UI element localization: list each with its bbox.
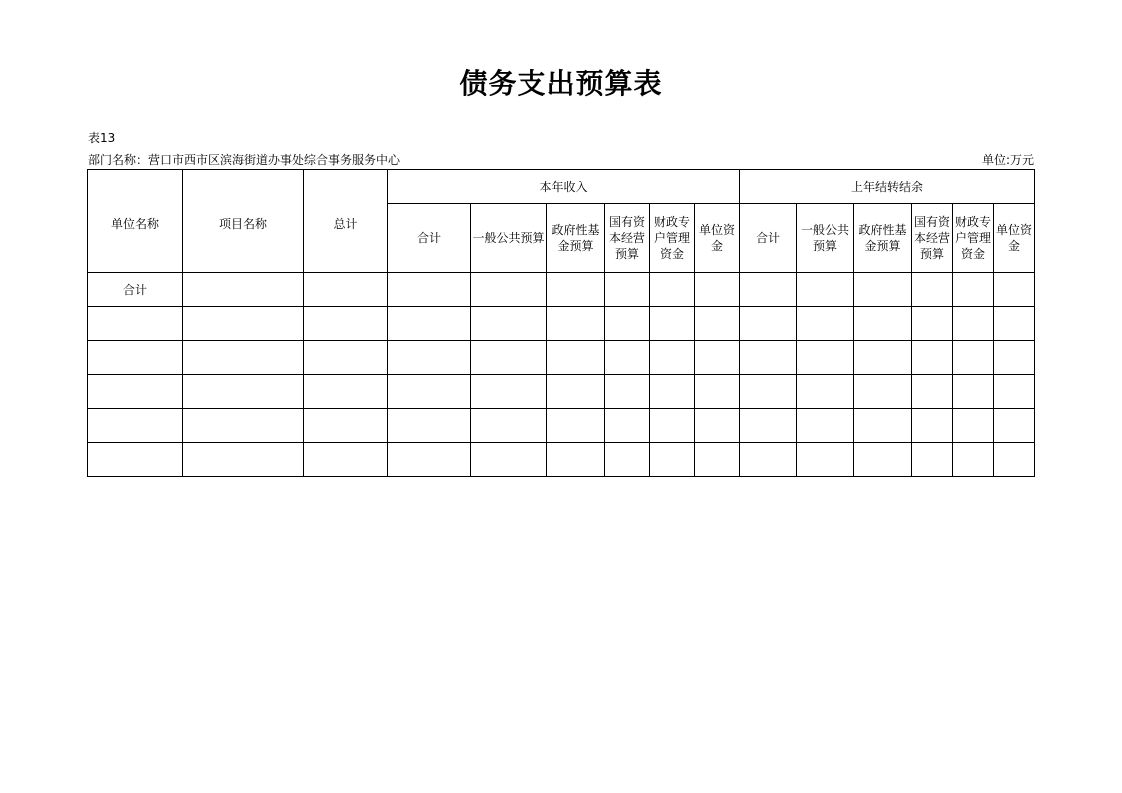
- table-cell: [994, 443, 1035, 477]
- table-cell: [650, 273, 695, 307]
- table-cell: [695, 307, 740, 341]
- table-cell: [183, 409, 304, 443]
- table-cell: [605, 375, 650, 409]
- row-unit-name: [88, 341, 183, 375]
- table-cell: [854, 273, 912, 307]
- header-py-unit-fund: 单位资金: [994, 204, 1035, 273]
- table-cell: [605, 409, 650, 443]
- table-cell: [304, 375, 388, 409]
- table-cell: [912, 409, 953, 443]
- header-py-fiscal-special: 财政专户管理资金: [953, 204, 994, 273]
- table-row: [88, 307, 1035, 341]
- table-cell: [854, 307, 912, 341]
- table-cell: [695, 375, 740, 409]
- row-unit-name: 合计: [88, 273, 183, 307]
- table-cell: [797, 273, 854, 307]
- table-cell: [912, 273, 953, 307]
- page-title: 债务支出预算表: [459, 67, 663, 100]
- table-cell: [388, 409, 471, 443]
- header-cy-gov-fund-budget: 政府性基金预算: [547, 204, 605, 273]
- header-row-1: [88, 170, 1035, 204]
- table-cell: [605, 341, 650, 375]
- header-py-subtotal: 合计: [740, 204, 797, 273]
- table-cell: [994, 375, 1035, 409]
- header-current-year-income: 本年收入: [388, 170, 740, 204]
- table-cell: [388, 273, 471, 307]
- table-cell: [605, 307, 650, 341]
- table-cell: [740, 409, 797, 443]
- table-cell: [994, 409, 1035, 443]
- table-cell: [695, 273, 740, 307]
- table-cell: [547, 375, 605, 409]
- table-cell: [183, 375, 304, 409]
- header-cy-subtotal: 合计: [388, 204, 471, 273]
- table-cell: [547, 443, 605, 477]
- table-cell: [183, 443, 304, 477]
- table-cell: [797, 307, 854, 341]
- header-py-gov-fund-budget: 政府性基金预算: [854, 204, 912, 273]
- header-total: 总计: [304, 170, 388, 273]
- header-unit-name: 单位名称: [88, 170, 183, 273]
- table-cell: [547, 273, 605, 307]
- table-cell: [304, 443, 388, 477]
- table-cell: [994, 341, 1035, 375]
- table-cell: [183, 273, 304, 307]
- table-cell: [471, 409, 547, 443]
- department-name: 部门名称：营口市西市区滨海街道办事处综合事务服务中心: [88, 153, 401, 167]
- header-py-state-capital-budget: 国有资本经营预算: [912, 204, 953, 273]
- table-cell: [797, 375, 854, 409]
- table-cell: [304, 273, 388, 307]
- table-cell: [740, 375, 797, 409]
- table-cell: [740, 341, 797, 375]
- table-cell: [388, 443, 471, 477]
- table-cell: [183, 307, 304, 341]
- table-row: [88, 273, 1035, 307]
- header-project-name: 项目名称: [183, 170, 304, 273]
- table-cell: [797, 409, 854, 443]
- table-cell: [304, 409, 388, 443]
- table-cell: [953, 273, 994, 307]
- table-cell: [547, 341, 605, 375]
- table-cell: [854, 375, 912, 409]
- header-cy-fiscal-special: 财政专户管理资金: [650, 204, 695, 273]
- table-cell: [912, 375, 953, 409]
- header-cy-state-capital-budget: 国有资本经营预算: [605, 204, 650, 273]
- table-cell: [797, 341, 854, 375]
- row-unit-name: [88, 443, 183, 477]
- table-cell: [912, 307, 953, 341]
- table-cell: [953, 409, 994, 443]
- table-cell: [471, 273, 547, 307]
- table-cell: [695, 443, 740, 477]
- table-cell: [650, 341, 695, 375]
- table-cell: [953, 375, 994, 409]
- table-cell: [650, 375, 695, 409]
- row-unit-name: [88, 375, 183, 409]
- table-cell: [471, 375, 547, 409]
- table-cell: [605, 273, 650, 307]
- table-body: [88, 273, 1035, 477]
- table-cell: [912, 443, 953, 477]
- table-cell: [471, 307, 547, 341]
- header-prior-year-carryover: 上年结转结余: [740, 170, 1035, 204]
- table-cell: [854, 341, 912, 375]
- table-cell: [854, 409, 912, 443]
- table-cell: [547, 307, 605, 341]
- table-cell: [388, 375, 471, 409]
- table-cell: [740, 273, 797, 307]
- table-row: [88, 409, 1035, 443]
- header-cy-general-budget: 一般公共预算: [471, 204, 547, 273]
- table-cell: [695, 341, 740, 375]
- table-cell: [388, 341, 471, 375]
- table-number: 表13: [88, 131, 116, 145]
- table-cell: [740, 307, 797, 341]
- table-cell: [304, 341, 388, 375]
- table-row: [88, 375, 1035, 409]
- table-cell: [471, 443, 547, 477]
- table-cell: [695, 409, 740, 443]
- table-cell: [605, 443, 650, 477]
- unit-label: 单位:万元: [981, 153, 1034, 167]
- table-cell: [953, 341, 994, 375]
- table-cell: [740, 443, 797, 477]
- header-cy-unit-fund: 单位资金: [695, 204, 740, 273]
- table-cell: [854, 443, 912, 477]
- table-cell: [650, 409, 695, 443]
- table-cell: [797, 443, 854, 477]
- table-cell: [547, 409, 605, 443]
- table-cell: [183, 341, 304, 375]
- table-cell: [994, 307, 1035, 341]
- table-cell: [650, 307, 695, 341]
- header-py-general-budget: 一般公共预算: [797, 204, 854, 273]
- table-cell: [650, 443, 695, 477]
- table-cell: [912, 341, 953, 375]
- table-row: [88, 341, 1035, 375]
- table-cell: [388, 307, 471, 341]
- debt-expenditure-table: [87, 169, 1035, 477]
- table-cell: [304, 307, 388, 341]
- table-cell: [953, 307, 994, 341]
- table-cell: [994, 273, 1035, 307]
- table-cell: [953, 443, 994, 477]
- row-unit-name: [88, 307, 183, 341]
- table-row: [88, 443, 1035, 477]
- table-cell: [471, 341, 547, 375]
- row-unit-name: [88, 409, 183, 443]
